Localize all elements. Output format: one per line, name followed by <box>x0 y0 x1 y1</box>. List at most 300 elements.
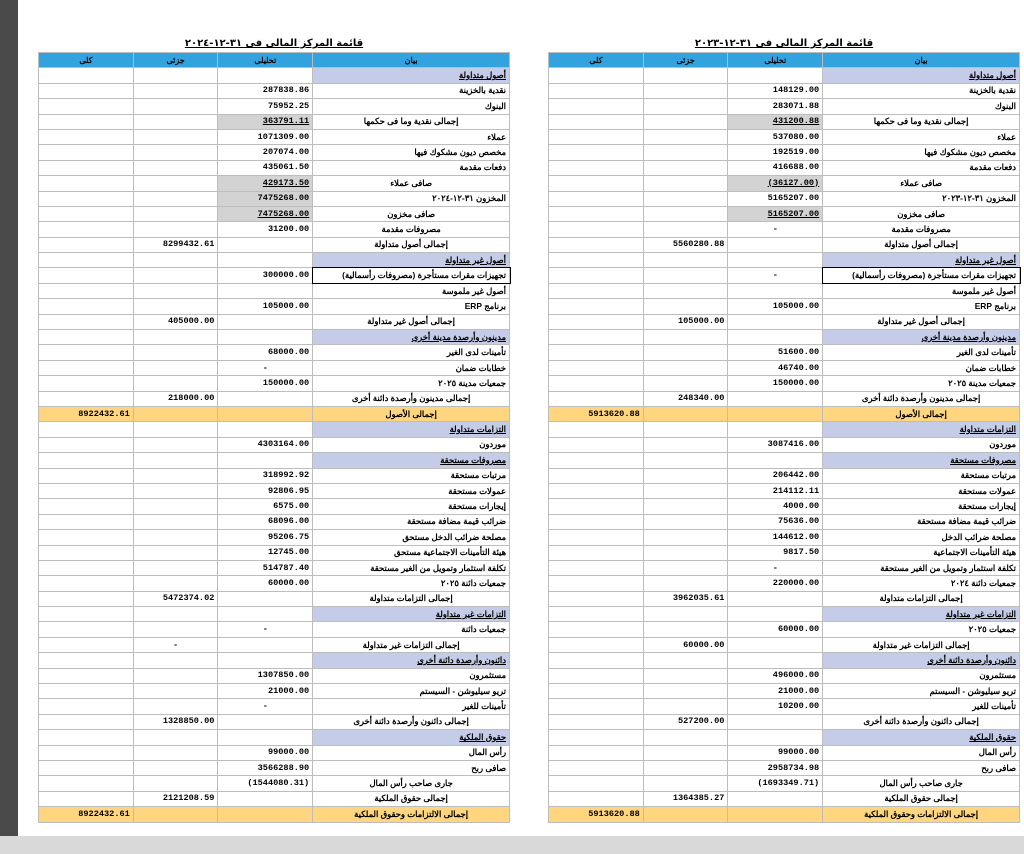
total-cell <box>549 299 644 314</box>
analytic-cell: 95206.75 <box>218 530 313 545</box>
analytic-cell <box>728 591 823 606</box>
total-cell <box>39 499 134 514</box>
section-header-row <box>39 653 510 668</box>
analytic-cell <box>728 714 823 729</box>
analytic-cell: 150000.00 <box>728 376 823 391</box>
partial-cell <box>133 299 218 314</box>
analytic-cell <box>728 453 823 468</box>
partial-cell <box>643 622 728 637</box>
total-cell <box>549 129 644 144</box>
analytic-cell <box>218 637 313 652</box>
analytic-cell: 31200.00 <box>218 222 313 237</box>
table-row <box>549 206 1020 221</box>
partial-cell: 218000.00 <box>133 391 218 406</box>
partial-cell <box>643 283 728 298</box>
total-cell <box>549 391 644 406</box>
table-row <box>39 237 510 252</box>
partial-cell: 1364385.27 <box>643 791 728 806</box>
analytic-cell <box>218 391 313 406</box>
total-cell <box>549 99 644 114</box>
description-cell: التزامات غير متداولة <box>313 607 510 622</box>
balance-sheet-2024 <box>38 36 510 823</box>
description-cell: أصول غير متداولة <box>823 253 1020 268</box>
analytic-cell: 192519.00 <box>728 145 823 160</box>
analytic-cell: 3566288.90 <box>218 760 313 775</box>
table-header-row <box>39 53 510 68</box>
analytic-cell: 537080.00 <box>728 129 823 144</box>
table-row <box>39 191 510 206</box>
description-cell: أصول غير ملموسة <box>313 283 510 298</box>
partial-cell <box>133 699 218 714</box>
analytic-cell <box>218 406 313 421</box>
total-cell <box>39 699 134 714</box>
total-cell <box>549 376 644 391</box>
description-cell: إجمالى الأصول <box>313 406 510 421</box>
analytic-cell: - <box>218 360 313 375</box>
description-cell: مدينون وأرصدة مدينة أخرى <box>313 330 510 345</box>
partial-cell <box>133 283 218 298</box>
analytic-cell: 220000.00 <box>728 576 823 591</box>
partial-cell: 5560280.88 <box>643 237 728 252</box>
table-row <box>549 376 1020 391</box>
analytic-cell: 514787.40 <box>218 560 313 575</box>
table-row <box>549 345 1020 360</box>
table-row <box>549 545 1020 560</box>
analytic-cell: 99000.00 <box>218 745 313 760</box>
total-cell <box>549 499 644 514</box>
analytic-cell <box>218 714 313 729</box>
partial-cell <box>133 253 218 268</box>
partial-cell: 248340.00 <box>643 391 728 406</box>
partial-cell <box>133 483 218 498</box>
table-row <box>549 129 1020 144</box>
table-row <box>39 483 510 498</box>
analytic-cell <box>728 330 823 345</box>
section-header-row <box>549 330 1020 345</box>
table-row <box>39 745 510 760</box>
analytic-cell: - <box>218 622 313 637</box>
partial-cell <box>643 745 728 760</box>
table-row <box>39 760 510 775</box>
description-cell: إجمالى أصول متداولة <box>823 237 1020 252</box>
partial-cell <box>643 807 728 822</box>
description-cell: ضرائب قيمة مضافة مستحقة <box>313 514 510 529</box>
total-cell <box>549 760 644 775</box>
total-cell <box>549 576 644 591</box>
analytic-cell: 6575.00 <box>218 499 313 514</box>
analytic-cell: 2958734.98 <box>728 760 823 775</box>
description-cell: تكلفة استثمار وتمويل من الغير مستحقة <box>823 560 1020 575</box>
description-cell: صافى مخزون <box>823 206 1020 221</box>
total-cell: 5913620.88 <box>549 807 644 822</box>
analytic-cell: - <box>218 699 313 714</box>
total-cell <box>549 437 644 452</box>
total-cell <box>39 468 134 483</box>
description-cell: دائنون وأرصدة دائنة أخرى <box>313 653 510 668</box>
partial-cell <box>133 83 218 98</box>
table-row <box>39 776 510 791</box>
partial-cell <box>133 68 218 83</box>
description-cell: أصول غير ملموسة <box>823 283 1020 298</box>
description-cell: جمعيات دائنة ٢٠٢٤ <box>823 576 1020 591</box>
description-cell: إجمالى الالتزامات وحقوق الملكية <box>313 807 510 822</box>
table-row <box>549 360 1020 375</box>
description-cell: عملاء <box>823 129 1020 144</box>
table-row <box>39 129 510 144</box>
analytic-cell: 60000.00 <box>728 622 823 637</box>
partial-cell <box>643 360 728 375</box>
total-cell <box>549 622 644 637</box>
description-cell: تجهيزات مقرات مستأجرة (مصروفات رأسمالية) <box>823 268 1020 283</box>
analytic-cell: 148129.00 <box>728 83 823 98</box>
partial-cell: 405000.00 <box>133 314 218 329</box>
partial-cell <box>133 622 218 637</box>
total-cell <box>549 268 644 283</box>
analytic-cell <box>728 253 823 268</box>
table-row <box>39 360 510 375</box>
analytic-cell <box>728 406 823 421</box>
total-cell: 8922432.61 <box>39 406 134 421</box>
partial-cell <box>643 330 728 345</box>
total-cell <box>549 360 644 375</box>
table-row <box>549 314 1020 329</box>
partial-cell <box>643 499 728 514</box>
table-row <box>549 776 1020 791</box>
description-cell: المخزون ٣١-١٢-٢٠٢٤ <box>313 191 510 206</box>
description-cell: إجمالى مدينون وأرصدة دائنة أخرى <box>313 391 510 406</box>
table-row <box>39 391 510 406</box>
table-row <box>549 760 1020 775</box>
description-cell: جمعيات دائنة <box>313 622 510 637</box>
partial-cell <box>133 607 218 622</box>
partial-cell <box>133 129 218 144</box>
description-cell: مخصص ديون مشكوك فيها <box>313 145 510 160</box>
partial-cell <box>643 160 728 175</box>
partial-cell <box>643 545 728 560</box>
description-cell: خطابات ضمان <box>823 360 1020 375</box>
description-cell: عملاء <box>313 129 510 144</box>
table-row <box>39 714 510 729</box>
description-cell: إجمالى التزامات متداولة <box>313 591 510 606</box>
total-cell <box>549 714 644 729</box>
table-row <box>549 160 1020 175</box>
analytic-cell: 51600.00 <box>728 345 823 360</box>
analytic-cell <box>218 237 313 252</box>
partial-cell <box>643 268 728 283</box>
analytic-cell: - <box>728 268 823 283</box>
partial-cell <box>133 545 218 560</box>
total-cell <box>39 222 134 237</box>
table-row <box>39 145 510 160</box>
analytic-cell <box>218 422 313 437</box>
table-row <box>549 714 1020 729</box>
total-cell <box>549 145 644 160</box>
partial-cell <box>643 760 728 775</box>
description-cell: جارى صاحب رأس المال <box>823 776 1020 791</box>
analytic-cell <box>218 253 313 268</box>
partial-cell <box>133 807 218 822</box>
total-cell <box>549 283 644 298</box>
analytic-cell: 283071.88 <box>728 99 823 114</box>
total-cell <box>549 160 644 175</box>
analytic-cell: - <box>728 560 823 575</box>
column-header-description: بيان <box>823 53 1020 68</box>
description-cell: إجمالى أصول غير متداولة <box>313 314 510 329</box>
partial-cell <box>643 422 728 437</box>
partial-cell <box>133 514 218 529</box>
total-cell <box>549 314 644 329</box>
partial-cell <box>133 145 218 160</box>
description-cell: تأمينات للغير <box>313 699 510 714</box>
total-cell <box>39 453 134 468</box>
partial-cell <box>643 206 728 221</box>
table-row <box>549 391 1020 406</box>
description-cell: تأمينات للغير <box>823 699 1020 714</box>
total-cell <box>549 114 644 129</box>
table-body <box>39 68 510 822</box>
description-cell: هيئة التأمينات الاجتماعية <box>823 545 1020 560</box>
total-cell <box>549 776 644 791</box>
total-cell <box>39 391 134 406</box>
analytic-cell: 318992.92 <box>218 468 313 483</box>
table-row <box>549 176 1020 191</box>
table-row <box>549 576 1020 591</box>
total-cell <box>39 376 134 391</box>
description-cell: جارى صاحب رأس المال <box>313 776 510 791</box>
table-row <box>39 376 510 391</box>
partial-cell: 5472374.02 <box>133 591 218 606</box>
total-cell <box>39 607 134 622</box>
analytic-cell: 429173.50 <box>218 176 313 191</box>
partial-cell: 2121208.59 <box>133 791 218 806</box>
sheet-title: قائمة المركز المالى فى ٣١-١٢-٢٠٢٣ <box>694 38 874 49</box>
partial-cell <box>133 576 218 591</box>
total-cell <box>39 714 134 729</box>
description-cell: تريو سيليوشن - السيستم <box>313 684 510 699</box>
table-row <box>39 268 510 283</box>
partial-cell <box>643 99 728 114</box>
description-cell: برنامج ERP <box>313 299 510 314</box>
balance-sheet-2023 <box>548 36 1020 823</box>
partial-cell <box>643 129 728 144</box>
partial-cell: 527200.00 <box>643 714 728 729</box>
total-cell <box>39 483 134 498</box>
viewer-left-edge <box>0 0 18 854</box>
partial-cell <box>643 453 728 468</box>
partial-cell <box>133 453 218 468</box>
partial-cell <box>133 530 218 545</box>
description-cell: جمعيات دائنة ٢٠٢٥ <box>313 576 510 591</box>
table-row <box>39 437 510 452</box>
partial-cell <box>643 684 728 699</box>
description-cell: إجمالى مدينون وأرصدة دائنة أخرى <box>823 391 1020 406</box>
total-cell <box>39 653 134 668</box>
analytic-cell: 4000.00 <box>728 499 823 514</box>
description-cell: مصروفات مقدمة <box>313 222 510 237</box>
column-header-analytic: تحليلى <box>728 53 823 68</box>
total-cell <box>39 360 134 375</box>
total-cell <box>39 191 134 206</box>
total-cell <box>549 206 644 221</box>
analytic-cell <box>728 68 823 83</box>
table-row <box>549 268 1020 283</box>
table-row <box>549 637 1020 652</box>
column-header-description: بيان <box>313 53 510 68</box>
table-row <box>549 145 1020 160</box>
total-cell <box>549 730 644 745</box>
total-cell <box>549 653 644 668</box>
analytic-cell: 1307850.00 <box>218 668 313 683</box>
description-cell: جمعيات ٢٠٢٥ <box>823 622 1020 637</box>
section-header-row <box>549 253 1020 268</box>
description-cell: هيئة التأمينات الاجتماعية مستحق <box>313 545 510 560</box>
total-cell <box>549 83 644 98</box>
analytic-cell <box>728 653 823 668</box>
total-cell <box>549 668 644 683</box>
section-header-row <box>39 330 510 345</box>
table-row <box>549 499 1020 514</box>
table-row <box>549 283 1020 298</box>
section-header-row <box>39 730 510 745</box>
analytic-cell <box>728 422 823 437</box>
total-cell <box>39 68 134 83</box>
description-cell: إجمالى حقوق الملكية <box>313 791 510 806</box>
analytic-cell: - <box>728 222 823 237</box>
partial-cell <box>643 653 728 668</box>
analytic-cell: 5165207.00 <box>728 191 823 206</box>
description-cell: إيجارات مستحقة <box>313 499 510 514</box>
analytic-cell <box>728 807 823 822</box>
analytic-cell: 105000.00 <box>728 299 823 314</box>
total-cell <box>549 222 644 237</box>
analytic-cell: 75636.00 <box>728 514 823 529</box>
table-row <box>39 576 510 591</box>
analytic-cell <box>218 730 313 745</box>
total-cell <box>549 345 644 360</box>
total-cell <box>39 576 134 591</box>
description-cell: نقدية بالخزينة <box>313 83 510 98</box>
partial-cell <box>133 745 218 760</box>
description-cell: إجمالى التزامات غير متداولة <box>823 637 1020 652</box>
table-row <box>549 514 1020 529</box>
partial-cell <box>133 776 218 791</box>
description-cell: البنوك <box>823 99 1020 114</box>
analytic-cell: 496000.00 <box>728 668 823 683</box>
partial-cell <box>643 514 728 529</box>
table-row <box>39 699 510 714</box>
analytic-cell: 7475268.00 <box>218 206 313 221</box>
table-row <box>39 314 510 329</box>
analytic-cell: 416688.00 <box>728 160 823 175</box>
total-cell <box>39 283 134 298</box>
table-row <box>39 114 510 129</box>
grand-total-row <box>39 406 510 421</box>
section-header-row <box>549 607 1020 622</box>
partial-cell <box>133 730 218 745</box>
partial-cell <box>133 206 218 221</box>
total-cell <box>549 237 644 252</box>
total-cell <box>39 745 134 760</box>
table-row <box>39 206 510 221</box>
description-cell: إجمالى التزامات غير متداولة <box>313 637 510 652</box>
total-cell <box>39 160 134 175</box>
analytic-cell: 92806.95 <box>218 483 313 498</box>
total-cell <box>39 145 134 160</box>
partial-cell <box>133 99 218 114</box>
description-cell: مصروفات مقدمة <box>823 222 1020 237</box>
analytic-cell: 5165207.00 <box>728 206 823 221</box>
partial-cell <box>643 468 728 483</box>
description-cell: إجمالى التزامات متداولة <box>823 591 1020 606</box>
partial-cell <box>643 83 728 98</box>
description-cell: مرتبات مستحقة <box>313 468 510 483</box>
description-cell: جمعيات مدينة ٢٠٢٥ <box>823 376 1020 391</box>
table-row <box>549 745 1020 760</box>
partial-cell <box>133 760 218 775</box>
description-cell: عمولات مستحقة <box>823 483 1020 498</box>
table-row <box>39 345 510 360</box>
partial-cell <box>643 176 728 191</box>
column-header-total: كلى <box>549 53 644 68</box>
total-cell <box>39 530 134 545</box>
analytic-cell: 1071309.00 <box>218 129 313 144</box>
analytic-cell: 207074.00 <box>218 145 313 160</box>
section-header-row <box>39 422 510 437</box>
total-cell <box>549 607 644 622</box>
partial-cell: 3962035.61 <box>643 591 728 606</box>
description-cell: إجمالى نقدية وما فى حكمها <box>823 114 1020 129</box>
analytic-cell <box>728 730 823 745</box>
analytic-cell: 105000.00 <box>218 299 313 314</box>
total-cell <box>549 422 644 437</box>
description-cell: أصول غير متداولة <box>313 253 510 268</box>
description-cell: إجمالى حقوق الملكية <box>823 791 1020 806</box>
analytic-cell: (36127.00) <box>728 176 823 191</box>
partial-cell <box>643 699 728 714</box>
section-header-row <box>39 607 510 622</box>
description-cell: مصروفات مستحقة <box>823 453 1020 468</box>
description-cell: دائنون وأرصدة دائنة أخرى <box>823 653 1020 668</box>
section-header-row <box>39 68 510 83</box>
table-row <box>549 222 1020 237</box>
analytic-cell: 435061.50 <box>218 160 313 175</box>
description-cell: مرتبات مستحقة <box>823 468 1020 483</box>
description-cell: برنامج ERP <box>823 299 1020 314</box>
description-cell: موردون <box>823 437 1020 452</box>
column-header-partial: جزئى <box>643 53 728 68</box>
analytic-cell: 60000.00 <box>218 576 313 591</box>
table-row <box>39 684 510 699</box>
total-cell <box>39 622 134 637</box>
description-cell: التزامات متداولة <box>313 422 510 437</box>
total-cell <box>549 453 644 468</box>
analytic-cell <box>218 453 313 468</box>
description-cell: حقوق الملكية <box>313 730 510 745</box>
analytic-cell <box>728 314 823 329</box>
table-row <box>549 83 1020 98</box>
description-cell: نقدية بالخزينة <box>823 83 1020 98</box>
analytic-cell <box>728 791 823 806</box>
partial-cell <box>643 560 728 575</box>
partial-cell <box>643 191 728 206</box>
analytic-cell <box>218 653 313 668</box>
section-header-row <box>549 653 1020 668</box>
description-cell: صافى ربح <box>313 760 510 775</box>
analytic-cell: 3087416.00 <box>728 437 823 452</box>
table-row <box>39 668 510 683</box>
total-cell <box>39 129 134 144</box>
description-cell: إجمالى الأصول <box>823 406 1020 421</box>
